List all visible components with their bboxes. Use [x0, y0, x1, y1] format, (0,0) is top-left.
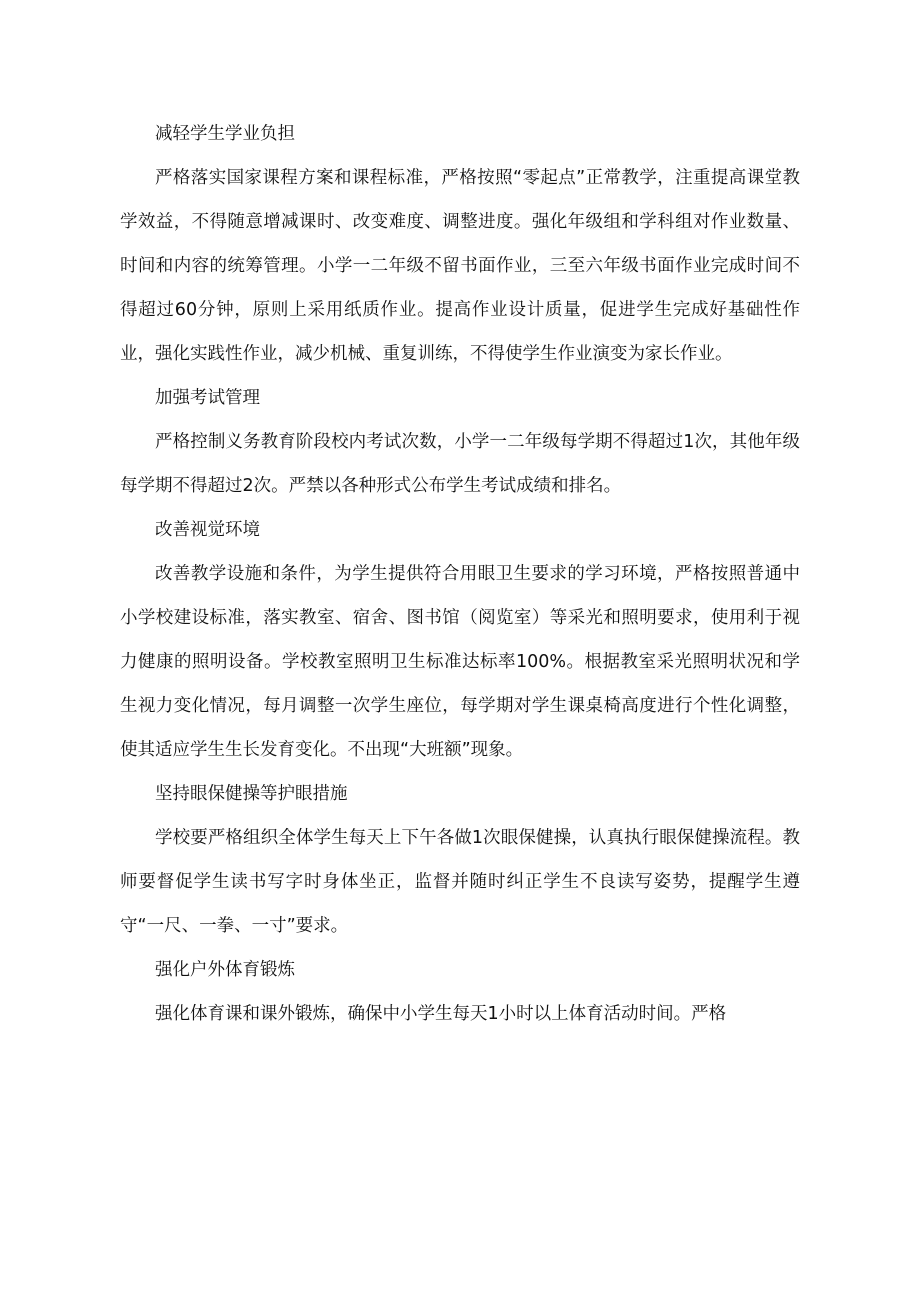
section-paragraph: 强化体育课和课外锻炼，确保中小学生每天1小时以上体育活动时间。严格: [155, 1004, 727, 1024]
section-heading: 加强考试管理: [155, 388, 260, 408]
section-heading: 减轻学生学业负担: [155, 124, 295, 144]
section-reduce-burden: [120, 112, 800, 376]
section-paragraph: 学校要严格组织全体学生每天上下午各做1次眼保健操，认真执行眼保健操流程。教师要督促学生读书写字时身体坐正，监督并随时纠正学生不良读写姿势，提醒学生遵守“一尺、一拳、一寸”要求。: [120, 828, 800, 936]
document-body: [120, 112, 800, 1036]
section-heading: 坚持眼保健操等护眼措施: [155, 784, 348, 804]
section-eye-exercises: [120, 772, 800, 948]
section-visual-environment: [120, 508, 800, 772]
section-paragraph: 严格控制义务教育阶段校内考试次数，小学一二年级每学期不得超过1次，其他年级每学期不得超过2次。严禁以各种形式公布学生考试成绩和排名。: [120, 432, 800, 496]
section-outdoor-exercise: [120, 948, 800, 1036]
section-heading: 改善视觉环境: [155, 520, 260, 540]
section-paragraph: 严格落实国家课程方案和课程标准，严格按照“零起点”正常教学，注重提高课堂教学效益，不得随意增减课时、改变难度、调整进度。强化年级组和学科组对作业数量、时间和内容的统筹管理。小学一二年级不留书面作业，三至六年级书面作业完成时间不得超过60分钟，原则上采用纸质作业。提高作业设计质量，促进学生完成好基础性作业，强化实践性作业，减少机械、重复训练，不得使学生作业演变为家长作业。: [120, 168, 800, 364]
section-heading: 强化户外体育锻炼: [155, 960, 295, 980]
section-paragraph: 改善教学设施和条件，为学生提供符合用眼卫生要求的学习环境，严格按照普通中小学校建设标准，落实教室、宿舍、图书馆（阅览室）等采光和照明要求，使用利于视力健康的照明设备。学校教室照明卫生标准达标率100%。根据教室采光照明状况和学生视力变化情况，每月调整一次学生座位，每学期对学生课桌椅高度进行个性化调整，使其适应学生生长发育变化。不出现“大班额”现象。: [120, 564, 800, 760]
section-exam-management: [120, 376, 800, 508]
